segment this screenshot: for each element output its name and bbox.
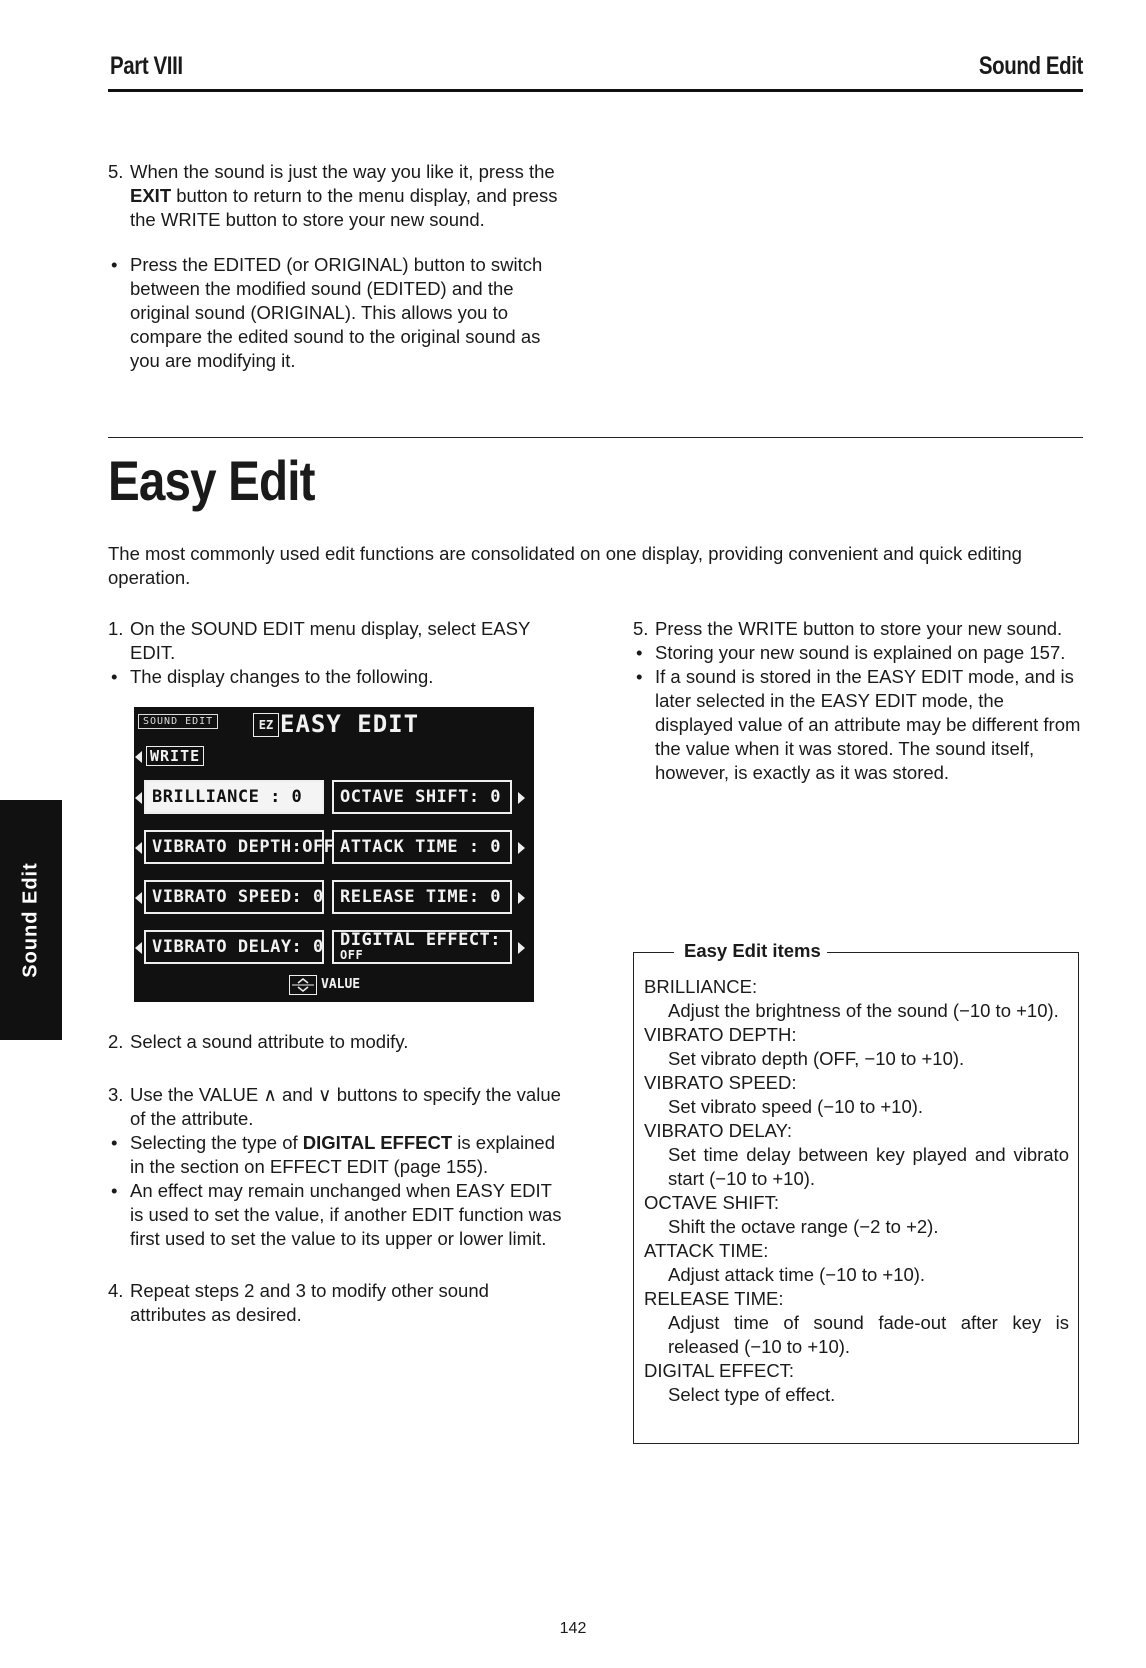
- right-column: [633, 617, 1081, 785]
- left-column-bottom: [108, 1030, 563, 1327]
- step-text: When the sound is just the way you like it, press the EXIT button to return to the menu display, and press the WRITE button to store your new sound.: [130, 161, 558, 230]
- row4-right-arrow-icon: [518, 942, 525, 954]
- part-label: Part VIII: [110, 52, 183, 80]
- row2-right-arrow-icon: [518, 842, 525, 854]
- items-box-legend: Easy Edit items: [674, 940, 827, 962]
- item-vibrato-depth: VIBRATO DEPTH: Set vibrato depth (OFF, −10 to +10).: [644, 1024, 965, 1069]
- right-step-5: 5. Press the WRITE button to store your new sound.: [633, 618, 1063, 639]
- digital-effect-value: OFF: [340, 948, 364, 962]
- item-octave-shift: OCTAVE SHIFT: Shift the octave range (−2 to +2).: [644, 1192, 939, 1237]
- item-vibrato-speed: VIBRATO SPEED: Set vibrato speed (−10 to +10).: [644, 1072, 924, 1117]
- write-arrow-icon: [135, 751, 142, 763]
- right-bullet-2: • If a sound is stored in the EASY EDIT mode, and is later selected in the EASY EDIT mode, the displayed value of an attribute may be different from the value when it was stored. The sound itself, however, is exactly as it was stored.: [633, 665, 1081, 785]
- header-rule: [108, 89, 1083, 92]
- step-3: 3. Use the VALUE ∧ and ∨ buttons to specify the value of the attribute.: [108, 1084, 561, 1129]
- row2-left-arrow-icon: [135, 842, 142, 854]
- item-release-time: RELEASE TIME: Adjust time of sound fade-out after key is released (−10 to +10).: [644, 1288, 1069, 1357]
- section-rule: [108, 437, 1083, 438]
- item-brilliance: BRILLIANCE: Adjust the brightness of the sound (−10 to +10).: [644, 976, 1059, 1021]
- left-column-top: [108, 617, 563, 689]
- bullet-icon: •: [111, 1132, 118, 1153]
- bullet-icon: •: [111, 254, 118, 275]
- item-attack-time: ATTACK TIME: Adjust attack time (−10 to +10).: [644, 1240, 926, 1285]
- value-label: VALUE: [321, 977, 361, 992]
- row3-left-arrow-icon: [135, 892, 142, 904]
- bullet-text: Press the EDITED (or ORIGINAL) button to switch between the modified sound (EDITED) and the original sound (ORIGINAL). This allows you to compare the edited sound to the original sound as you are modifying it.: [130, 254, 543, 371]
- intro-step-5: [108, 160, 563, 232]
- step-4: 4. Repeat steps 2 and 3 to modify other sound attributes as desired.: [108, 1280, 489, 1325]
- right-bullet-1: • Storing your new sound is explained on page 157.: [633, 641, 1081, 665]
- lcd-attack-time[interactable]: ATTACK TIME : 0: [332, 830, 512, 864]
- lcd-title: EASY EDIT: [280, 710, 420, 738]
- step-2: 2. Select a sound attribute to modify.: [108, 1031, 409, 1052]
- lcd-display: [134, 707, 534, 1002]
- lcd-vibrato-speed[interactable]: VIBRATO SPEED: 0: [144, 880, 324, 914]
- bullet-icon: •: [111, 666, 118, 687]
- step-3-bullet-b: • An effect may remain unchanged when EASY EDIT is used to set the value, if another EDIT function was first used to set the value to its upper or lower limit.: [108, 1179, 563, 1251]
- item-digital-effect: DIGITAL EFFECT: Select type of effect.: [644, 1360, 836, 1405]
- page-number: 142: [559, 1620, 587, 1637]
- row1-left-arrow-icon: [135, 792, 142, 804]
- step-number: 5.: [108, 161, 124, 182]
- item-vibrato-delay: VIBRATO DELAY: Set time delay between key played and vibrato start (−10 to +10).: [644, 1120, 1069, 1189]
- sound-edit-tag: SOUND EDIT: [138, 714, 218, 729]
- intro-block: [108, 160, 563, 373]
- step-3-bullet-a: • Selecting the type of DIGITAL EFFECT is explained in the section on EFFECT EDIT (page 155).: [108, 1131, 563, 1179]
- section-title: Easy Edit: [108, 449, 315, 512]
- lcd-release-time[interactable]: RELEASE TIME: 0: [332, 880, 512, 914]
- items-list: [644, 975, 1069, 1407]
- side-tab-label: Sound Edit: [19, 862, 42, 978]
- row3-right-arrow-icon: [518, 892, 525, 904]
- easy-edit-icon: EZ: [253, 713, 279, 737]
- row1-right-arrow-icon: [518, 792, 525, 804]
- digital-effect-label: DIGITAL EFFECT:: [340, 930, 502, 950]
- value-updown-icon[interactable]: [289, 975, 317, 995]
- bullet-icon: •: [636, 642, 643, 663]
- step-1-bullet: • The display changes to the following.: [108, 665, 563, 689]
- step-1: 1. On the SOUND EDIT menu display, select EASY EDIT.: [108, 618, 530, 663]
- lcd-vibrato-delay[interactable]: VIBRATO DELAY: 0: [144, 930, 324, 964]
- lcd-write-button[interactable]: WRITE: [146, 746, 204, 766]
- bullet-icon: •: [111, 1180, 118, 1201]
- section-intro: The most commonly used edit functions are consolidated on one display, providing convenient and quick editing operation.: [108, 543, 1022, 588]
- lcd-octave-shift[interactable]: OCTAVE SHIFT: 0: [332, 780, 512, 814]
- intro-bullet: [108, 253, 563, 373]
- easy-edit-items-box: [633, 940, 1079, 1444]
- lcd-vibrato-depth[interactable]: VIBRATO DEPTH:OFF: [144, 830, 324, 864]
- lcd-digital-effect[interactable]: [332, 930, 512, 964]
- bullet-icon: •: [636, 666, 643, 687]
- row4-left-arrow-icon: [135, 942, 142, 954]
- lcd-brilliance[interactable]: BRILLIANCE : 0: [144, 780, 324, 814]
- chapter-label: Sound Edit: [978, 52, 1083, 80]
- side-tab: [0, 800, 62, 1040]
